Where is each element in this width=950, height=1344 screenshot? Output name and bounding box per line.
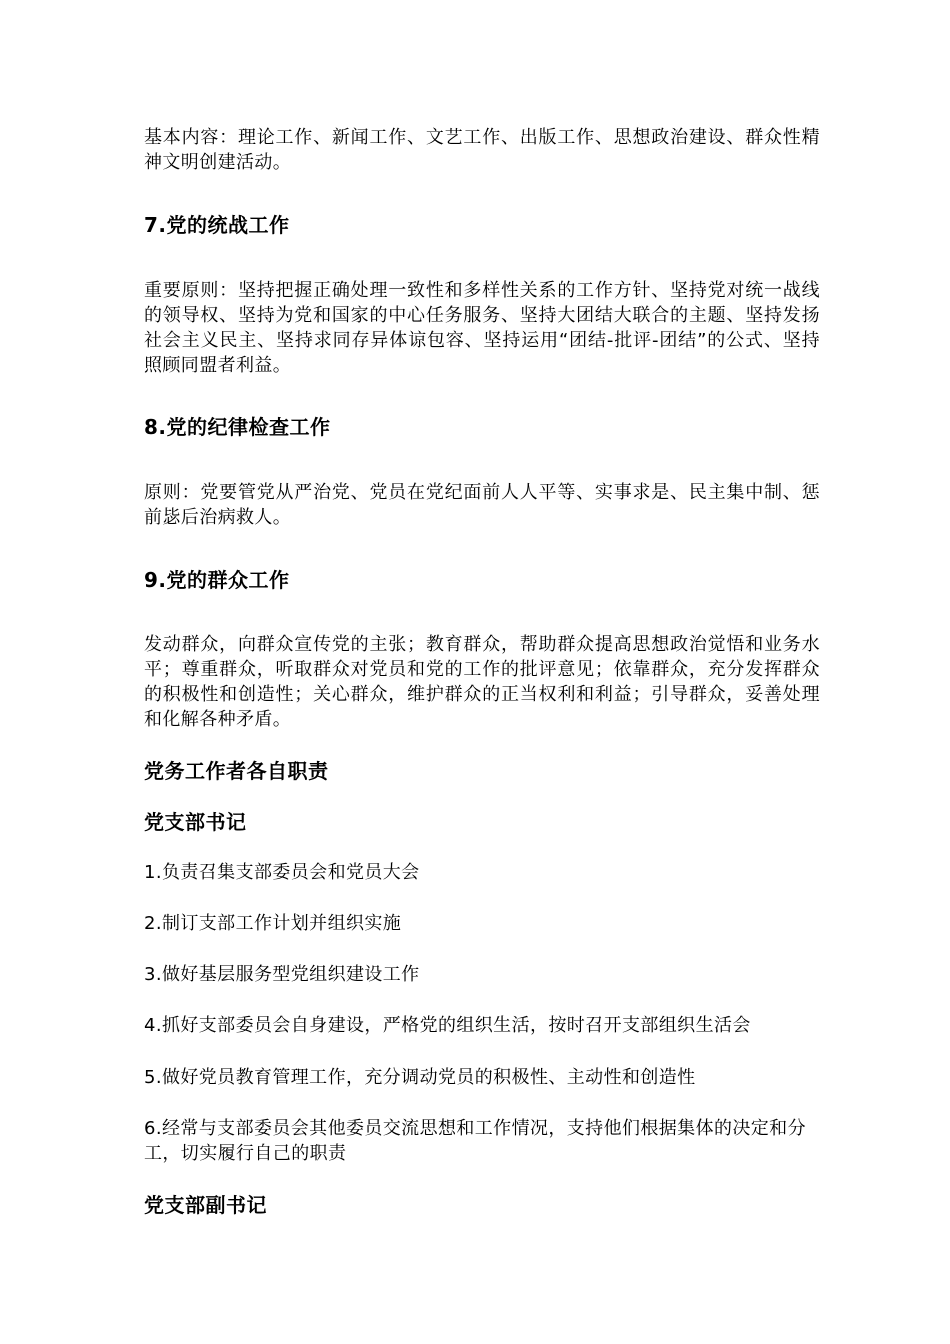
heading-branch-deputy-secretary: 党支部副书记 (144, 1193, 267, 1217)
heading-discipline-inspection: 8.党的纪律检查工作 (144, 415, 331, 439)
heading-mass-work: 9.党的群众工作 (144, 568, 290, 592)
list-item-duty-3: 3.做好基层服务型党组织建设工作 (144, 964, 420, 985)
list-item-duty-6: 6.经常与支部委员会其他委员交流思想和工作情况，支持他们根据集体的决定和分工，切实履行自己的职责 (144, 1118, 806, 1164)
paragraph-mass-work: 发动群众，向群众宣传党的主张；教育群众，帮助群众提高思想政治觉悟和业务水平；尊重群众，听取群众对党员和党的工作的批评意见；依靠群众，充分发挥群众的积极性和创造性；关心群众，维护群众的正当权利和利益；引导群众，妥善处理和化解各种矛盾。 (144, 634, 820, 730)
heading-united-front-work: 7.党的统战工作 (144, 213, 290, 237)
list-item-duty-4: 4.抓好支部委员会自身建设，严格党的组织生活，按时召开支部组织生活会 (144, 1015, 751, 1036)
paragraph-united-front-principles: 重要原则：坚持把握正确处理一致性和多样性关系的工作方针、坚持党对统一战线的领导权、坚持为党和国家的中心任务服务、坚持大团结大联合的主题、坚持发扬社会主义民主、坚持求同存异体谅包容、坚持运用“团结-批评-团结”的公式、坚持照顾同盟者利益。 (144, 280, 820, 376)
heading-branch-secretary: 党支部书记 (144, 810, 247, 834)
list-item-duty-2: 2.制订支部工作计划并组织实施 (144, 913, 402, 934)
list-item-duty-5: 5.做好党员教育管理工作，充分调动党员的积极性、主动性和创造性 (144, 1067, 696, 1088)
paragraph-basic-content: 基本内容：理论工作、新闻工作、文艺工作、出版工作、思想政治建设、群众性精神文明创建活动。 (144, 127, 820, 173)
list-item-duty-1: 1.负责召集支部委员会和党员大会 (144, 862, 420, 883)
heading-party-worker-duties: 党务工作者各自职责 (144, 759, 329, 783)
paragraph-discipline-principles: 原则：党要管党从严治党、党员在党纪面前人人平等、实事求是、民主集中制、惩前毖后治病救人。 (144, 482, 820, 528)
